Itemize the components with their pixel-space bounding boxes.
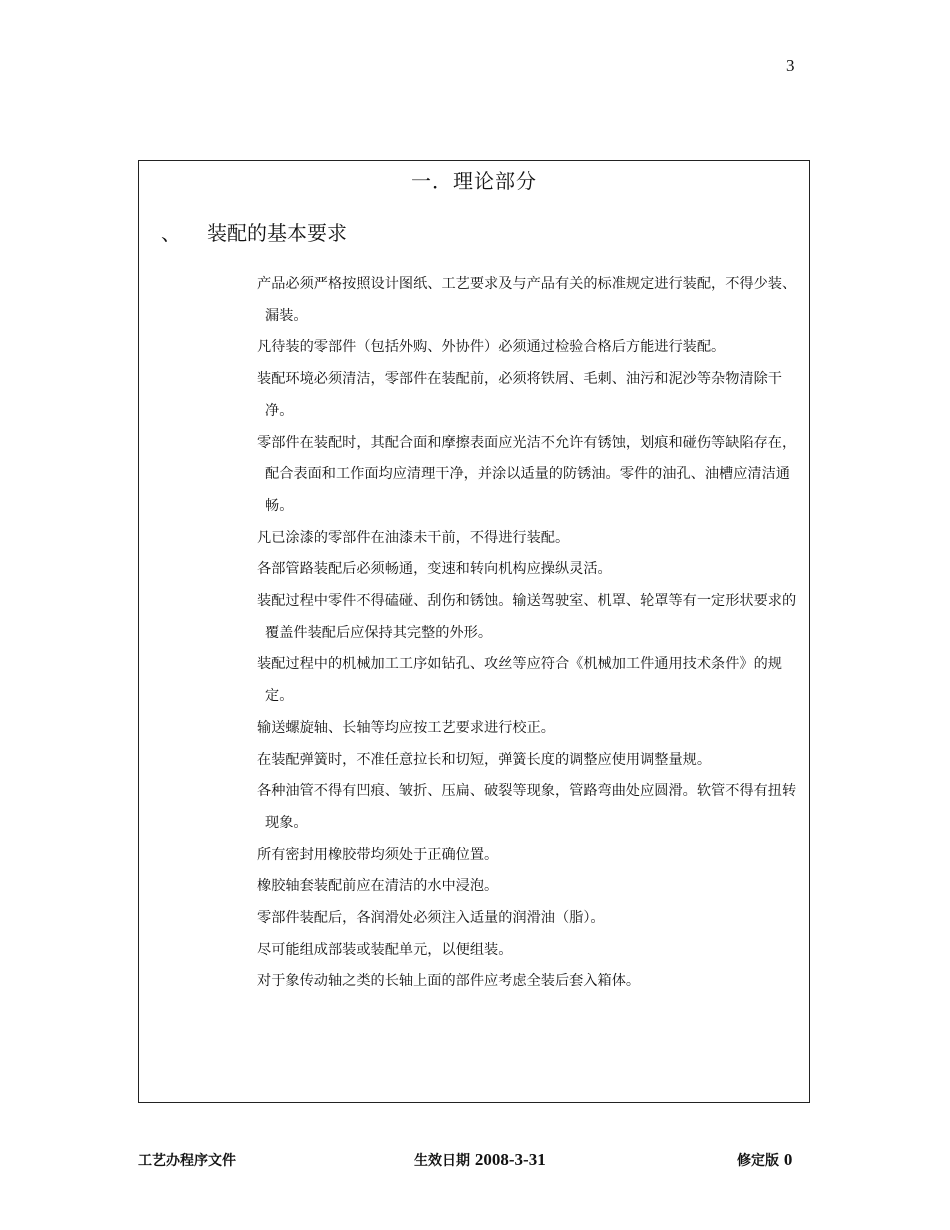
footer-revision [737, 1150, 792, 1170]
requirement-item: 所有密封用橡胶带均须处于正确位置。 [257, 846, 499, 863]
requirement-item: 产品必须严格按照设计图纸、工艺要求及与产品有关的标准规定进行装配，不得少装、漏装。 [257, 276, 797, 324]
requirement-item: 装配环境必须清洁，零部件在装配前，必须将铁屑、毛刺、油污和泥沙等杂物清除干净。 [257, 371, 782, 419]
requirements-list [257, 269, 802, 998]
section-title: 一．理论部分 [411, 169, 537, 193]
effective-date-value: 2008-3-31 [474, 1150, 546, 1169]
requirement-item: 输送螺旋轴、长轴等均应按工艺要求进行校正。 [257, 719, 555, 736]
revision-label: 修定版 [737, 1153, 779, 1169]
page-number: 3 [786, 56, 795, 75]
footer-effective-date [414, 1150, 546, 1170]
requirement-item: 在装配弹簧时，不准任意拉长和切短，弹簧长度的调整应使用调整量规。 [257, 751, 712, 768]
requirement-item: 各部管路装配后必须畅通，变速和转向机构应操纵灵活。 [257, 561, 612, 578]
requirement-item: 尽可能组成部装或装配单元，以便组装。 [257, 941, 513, 958]
footer-document-type: 工艺办程序文件 [138, 1153, 236, 1169]
requirement-item: 各种油管不得有凹痕、皱折、压扁、破裂等现象，管路弯曲处应圆滑。软管不得有扭转现象。 [257, 783, 797, 831]
revision-number: 0 [783, 1150, 793, 1169]
requirement-item: 橡胶轴套装配前应在清洁的水中浸泡。 [257, 878, 499, 895]
effective-date-label: 生效日期 [414, 1153, 470, 1169]
content-frame [138, 160, 810, 1103]
requirement-item: 零部件装配后，各润滑处必须注入适量的润滑油（脂）。 [257, 910, 605, 927]
requirement-item: 凡已涂漆的零部件在油漆未干前，不得进行装配。 [257, 529, 570, 546]
requirement-item: 凡待装的零部件（包括外购、外协件）必须通过检验合格后方能进行装配。 [257, 339, 726, 356]
subsection-heading [161, 217, 347, 246]
subsection-title: 装配的基本要求 [207, 221, 347, 245]
requirement-item: 装配过程中的机械加工工序如钻孔、攻丝等应符合《机械加工件通用技术条件》的规定。 [257, 656, 782, 705]
requirement-item: 零部件在装配时，其配合面和摩擦表面应光洁不允许有锈蚀，划痕和碰伤等缺陷存在，配合表面和工作面均应清理干净，并涂以适量的防锈油。零件的油孔、油槽应清洁通畅。 [257, 434, 797, 514]
subsection-marker: 、 [161, 221, 181, 245]
requirement-item: 装配过程中零件不得磕碰、刮伤和锈蚀。输送驾驶室、机罩、轮罩等有一定形状要求的覆盖件装配后应保持其完整的外形。 [257, 593, 797, 641]
requirement-item: 对于象传动轴之类的长轴上面的部件应考虑全装后套入箱体。 [257, 973, 641, 990]
